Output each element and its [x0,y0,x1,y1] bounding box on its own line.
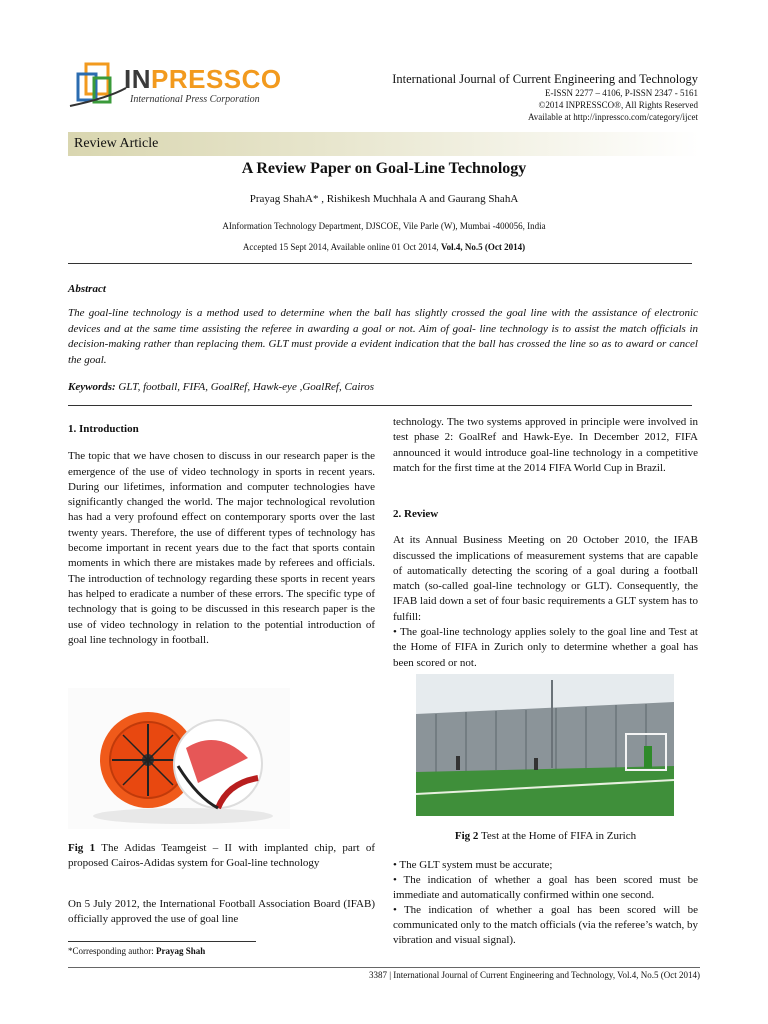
list-item: • The indication of whether a goal has been scored will be communicated only to the match officials (via the referee’s watch, by vibration and visual signal). [393,904,698,946]
left-bottom-paragraph: On 5 July 2012, the International Football Association Board (IFAB) officially approved the use of goal line [68,898,375,926]
journal-info [392,72,698,123]
intro-text: The topic that we have chosen to discuss in our research paper is the emergence of the use of video technology in sports in recent years. During our lifetimes, information and computer technologies have significantly changed the world. The major technological revolution has had a very profound effect on contemporary sports over the last twenty years. Therefore, the use of different types of technology has become important in recent years due to the fact that sports contain moments in which there are mistakes made by referees and officials. The introduction of technology regarding these sports in recent years has helped to eradicate a number of these errors. The specific type of technology that is going to be discussed in this research paper is the use of video technology in relation to the potential introduction of goal line technology in football. [68,450,375,646]
figure-1-image [68,688,290,829]
authors: Prayag ShahA* , Rishikesh Muchhala A and Gaurang ShahA [249,193,519,205]
journal-title: International Journal of Current Engineering and Technology [392,72,698,86]
logo-text-in: IN [124,64,151,94]
review-bullet-1: • The goal-line technology applies solely to the goal line and Test at the Home of FIFA in Zurich only to determine whether a goal has been scored or not. [393,626,698,669]
article-type: Review Article [74,136,159,151]
requirements-list [393,858,698,948]
list-item: • The indication of whether a goal has been scored must be immediate and automatically confirmed within one second. [393,874,698,901]
article-type-band [68,132,700,156]
abstract-text: The goal-line technology is a method used to determine when the ball has slightly crossed the goal line with the assistance of electronic devices and at the same time assisting the referee in awarding a goal or not. Aim of goal- line technology is to assist the match officials in decision-making rather than replacing them. GLT must provide a evident indication that the ball has crossed the line so as to award or cancel the goal. [68,307,698,366]
keywords-label: Keywords: [68,381,116,393]
logo-mark-icon [68,58,128,118]
divider [68,263,692,264]
divider [68,405,692,406]
journal-url[interactable]: Available at http://inpressco.com/category/ijcet [527,112,698,122]
accepted-line [0,242,768,252]
figure-2-label: Fig 2 [454,830,479,842]
footnote-label: *Corresponding author: [68,946,154,956]
journal-copyright: ©2014 INPRESSCO®, All Rights Reserved [538,100,698,110]
keywords-list: GLT, football, FIFA, GoalRef, Hawk-eye ,GoalRef, Cairos [118,381,375,393]
stadium-test-photo [416,674,674,816]
review-heading: 2. Review [393,508,439,520]
journal-issn: E-ISSN 2277 – 4106, P-ISSN 2347 - 5161 [544,88,698,98]
abstract-heading: Abstract [68,283,106,295]
accepted-dates: Accepted 15 Sept 2014, Available online 01 Oct 2014, [242,242,439,252]
keywords [68,381,374,393]
review-section [393,507,698,671]
figure-2-image [416,674,674,816]
publisher-logo [68,58,288,120]
footnote-rule [68,941,256,942]
figure-2-caption [393,830,698,842]
logo-subtitle: International Press Corporation [130,94,260,105]
figure-1-caption [68,841,375,872]
review-text: At its Annual Business Meeting on 20 October 2010, the IFAB discussed the implications of measurement systems that are capable of automatically detecting the scoring of a goal during a football match (so-called goal-line technology or GLT). Consequently, the IFAB laid down a set of four basic requirements a GLT system has to fulfill: [393,534,698,623]
figure-1-label: Fig 1 [68,842,96,854]
right-top-paragraph: technology. The two systems approved in principle were involved in test phase 2: GoalRef and Hawk-Eye. In December 2012, FIFA announced it would introduce goal-line technology in a competitive match for the first time at the 2014 FIFA World Cup in Brazil. [393,416,698,474]
logo-text-pressco: PRESSCO [151,64,282,94]
footnote-author: Prayag Shah [156,946,206,956]
page-footer: 3387 | International Journal of Current Engineering and Technology, Vol.4, No.5 (Oct 2014) [68,967,700,980]
paper-title: A Review Paper on Goal-Line Technology [241,160,527,177]
figure-1-caption-text: The Adidas Teamgeist – II with implanted chip, part of proposed Cairos-Adidas system for Goal-line technology [68,842,375,870]
introduction-section [68,422,375,648]
list-item: • The GLT system must be accurate; [393,859,553,871]
intro-heading: 1. Introduction [68,423,139,435]
figure-2-caption-text: Test at the Home of FIFA in Zurich [480,830,637,842]
football-chip-illustration [68,688,290,829]
volume-info: Vol.4, No.5 (Oct 2014) [440,242,526,252]
footnote [68,946,205,956]
affiliation: AInformation Technology Department, DJSCOE, Vile Parle (W), Mumbai -400056, India [222,221,546,231]
